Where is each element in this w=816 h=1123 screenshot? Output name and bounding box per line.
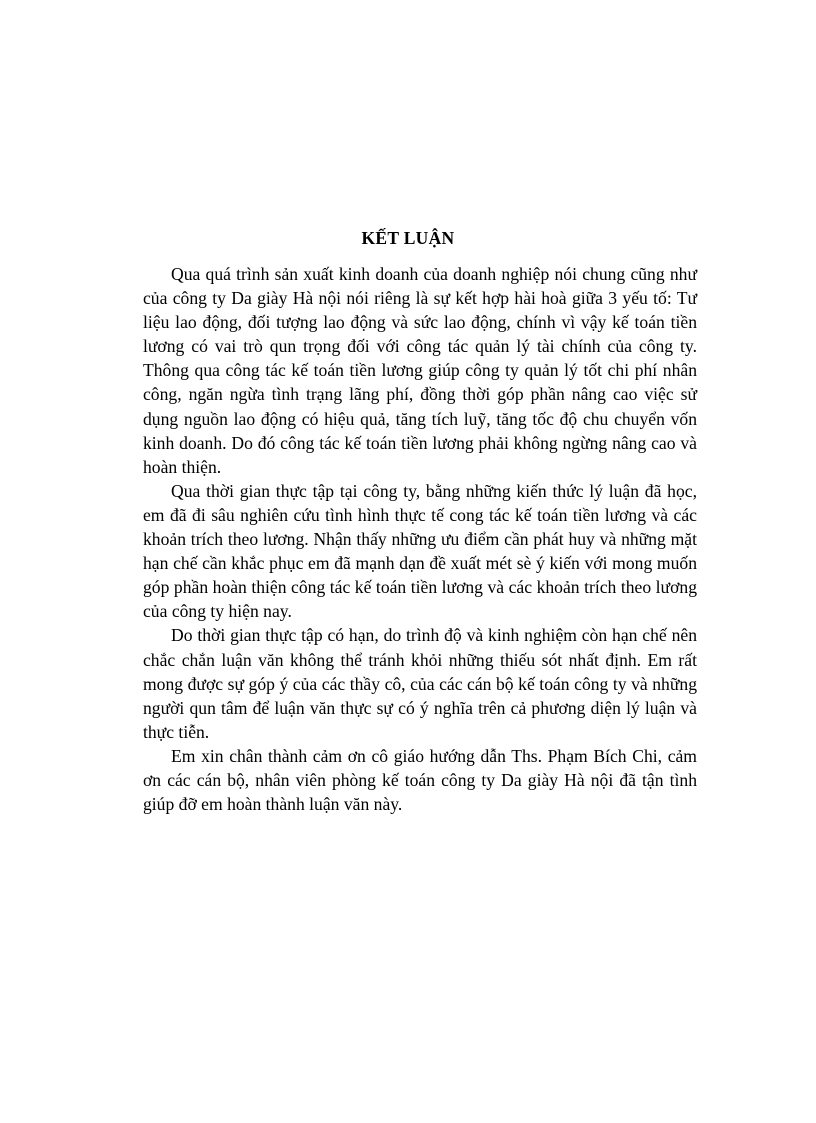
page-title: KẾT LUẬN: [361, 228, 455, 248]
paragraph: Qua thời gian thực tập tại công ty, bằng những kiến thức lý luận đã học, em đã đi sâu nghiên cứu tình hình thực tế cong tác kế toán tiền lương và các khoản trích theo lương. Nhận thấy những ưu điểm cần phát huy và những mặt hạn chế cần khắc phục em đã mạnh dạn đề xuất mét sè ý kiến với mong muốn góp phần hoàn thiện công tác kế toán tiền lương và các khoản trích theo lương của công ty hiện nay.: [143, 480, 697, 622]
paragraph: Qua quá trình sản xuất kinh doanh của doanh nghiệp nói chung cũng như của công ty Da giày Hà nội nói riêng là sự kết hợp hài hoà giữa 3 yếu tố: Tư liệu lao động, đối tượng lao động và sức lao động, chính vì vậy kế toán tiền lương có vai trò qun trọng đối với công tác quản lý tài chính của công ty. Thông qua công tác kế toán tiền lương giúp công ty quản lý tốt chi phí nhân công, ngăn ngừa tình trạng lãng phí, đồng thời góp phần nâng cao việc sử dụng nguồn lao động có hiệu quả, tăng tích luỹ, tăng tốc độ chu chuyển vốn kinh doanh. Do đó công tác kế toán tiền lương phải không ngừng nâng cao và hoàn thiện.: [143, 264, 697, 477]
paragraph: Em xin chân thành cảm ơn cô giáo hướng dẫn Ths. Phạm Bích Chi, cảm ơn các cán bộ, nhân viên phòng kế toán công ty Da giày Hà nội đã tận tình giúp đỡ em hoàn thành luận văn này.: [143, 745, 697, 815]
document-body: [143, 262, 697, 816]
paragraph: Do thời gian thực tập có hạn, do trình độ và kinh nghiệm còn hạn chế nên chắc chắn luận văn không thể tránh khỏi những thiếu sót nhất định. Em rất mong được sự góp ý của các thầy cô, của các cán bộ kế toán công ty và những người qun tâm để luận văn thực sự có ý nghĩa trên cả phương diện lý luận và thực tiễn.: [143, 625, 697, 742]
